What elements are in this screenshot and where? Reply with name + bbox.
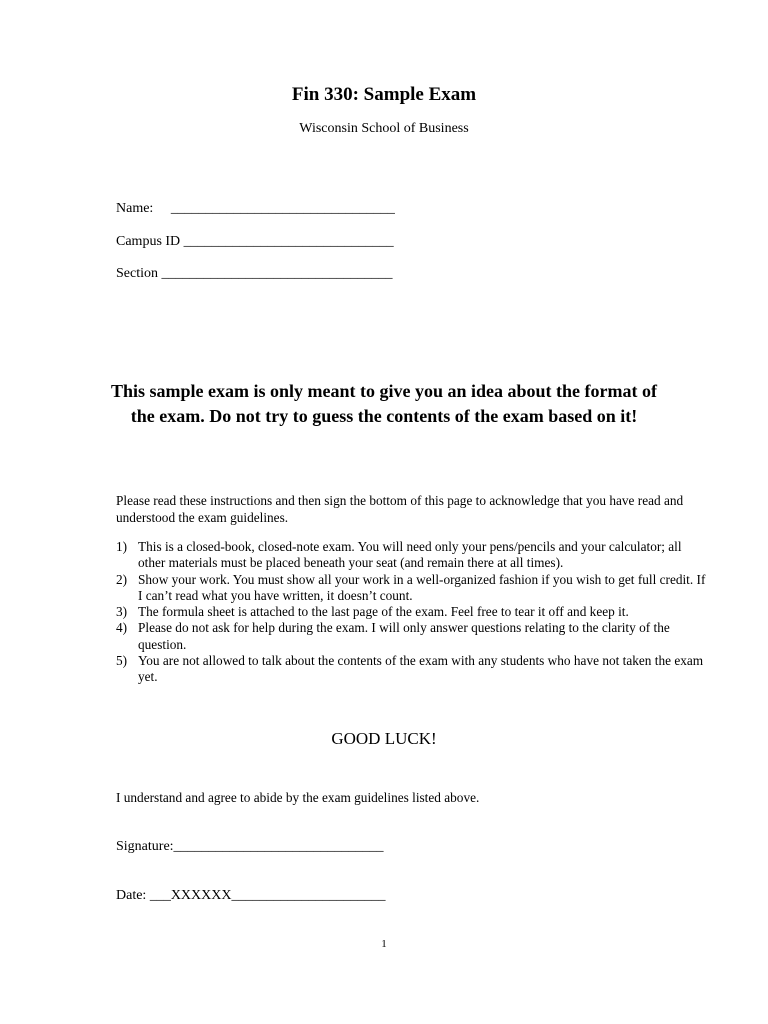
instruction-item bbox=[116, 604, 706, 620]
instruction-number: 3) bbox=[116, 604, 128, 620]
instruction-text: The formula sheet is attached to the last page of the exam. Feel free to tear it off and keep it. bbox=[138, 604, 629, 620]
school-name: Wisconsin School of Business bbox=[299, 121, 469, 136]
name-field-line: Name: ________________________________ bbox=[116, 201, 395, 216]
instruction-item bbox=[116, 539, 706, 572]
exam-title: Fin 330: Sample Exam bbox=[291, 84, 477, 105]
campus-id-field-line: Campus ID ______________________________ bbox=[116, 234, 394, 249]
instruction-text: Show your work. You must show all your work in a well-organized fashion if you wish to get full credit. If I can’t read what you have written, it doesn’t count. bbox=[138, 571, 706, 603]
good-luck-heading: GOOD LUCK! bbox=[331, 729, 437, 748]
signature-line: Signature:______________________________ bbox=[116, 839, 384, 854]
instruction-item bbox=[116, 653, 706, 686]
section-field-line: Section _________________________________ bbox=[116, 266, 393, 281]
instruction-number: 1) bbox=[116, 539, 128, 554]
instruction-number: 2) bbox=[116, 571, 128, 587]
date-line: Date: ___XXXXXX______________________ bbox=[116, 888, 386, 903]
instruction-text: You are not allowed to talk about the contents of the exam with any students who have not taken the exam yet. bbox=[138, 653, 704, 685]
instruction-item bbox=[116, 620, 706, 653]
instruction-text: Please do not ask for help during the exam. I will only answer questions relating to the clarity of the question. bbox=[138, 620, 670, 652]
instruction-number: 5) bbox=[116, 653, 128, 669]
instruction-text: This is a closed-book, closed-note exam. You will need only your pens/pencils and your calculator; all other materials must be placed beneath your seat (and remain there at all times). bbox=[138, 539, 682, 571]
page-number: 1 bbox=[381, 938, 387, 950]
instruction-number: 4) bbox=[116, 620, 128, 636]
instruction-item bbox=[116, 572, 706, 605]
instructions-intro: Please read these instructions and then sign the bottom of this page to acknowledge that you have read and understood the exam guidelines. bbox=[116, 493, 684, 525]
agreement-statement: I understand and agree to abide by the exam guidelines listed above. bbox=[116, 790, 480, 805]
sample-exam-notice: This sample exam is only meant to give you an idea about the format of the exam. Do not try to guess the contents of the exam based on it! bbox=[111, 381, 657, 426]
instructions-list bbox=[116, 539, 706, 686]
